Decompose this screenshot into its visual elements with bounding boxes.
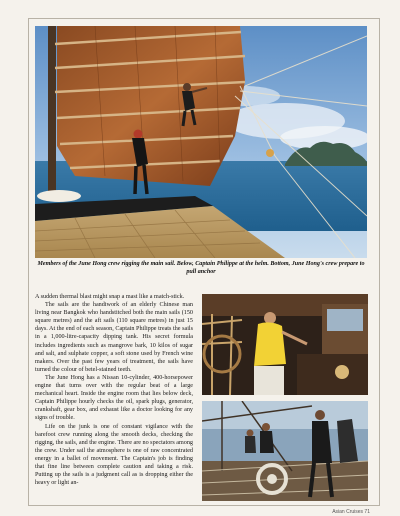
photo-caption: Members of the June Hong crew rigging the main sail. Below, Captain Philippe at the helm. Bottom, June Hong's crew prepare to pull anchor: [37, 261, 365, 275]
article-paragraph: Life on the junk is one of constant vigilance with the barefoot crew running along the smooth decks, checking the rigging, the sails, and the engine. There are no spectators among the crew. Under sail the atmosphere is one of raw concentrated energy in a ballet of movement. The Captain's job is finding that fine line between complete caution and taking a risk. Putting up the sails is a judgment call as is dropping either the heavy or light an-: [35, 423, 193, 487]
article-paragraph: The June Hong has a Nissan 10-cylinder, 400-horsepower engine that turns over with the regular beat of a large mechanical heart. Inside the engine room that lies below deck, Captain Philippe hourly checks the oil, spark plugs, generator, crankshaft, gear box, and exhaust like a doctor looking for any signs of trouble.: [35, 374, 193, 422]
page-footer: Asian Cruises 71: [332, 509, 370, 515]
hero-photo-sail-rigging: [35, 26, 367, 258]
photo-crew-pull-anchor: [202, 401, 368, 501]
photo-captain-at-helm: [202, 294, 368, 395]
article-paragraph: The sails are the handiwork of an elderly Chinese man living near Bangkok who handstitched both the main sails (150 square metres) and the aft sails (110 square metres) in just 15 days. At the end of each season, Captain Philippe treats the sails in a 1,000-litre-capacity dipping tank. His secret formula includes ingredients such as mangrove bark, 10 kilos of sugar and salt, and sulphate copper, a soft stone used by French wine makers. Over the past few years of treatment, the sails have turned the colour of betel-stained teeth.: [35, 302, 193, 373]
article-paragraph: A sudden thermal blast might snap a mast like a match-stick.: [35, 294, 185, 300]
article-body: [35, 293, 193, 487]
